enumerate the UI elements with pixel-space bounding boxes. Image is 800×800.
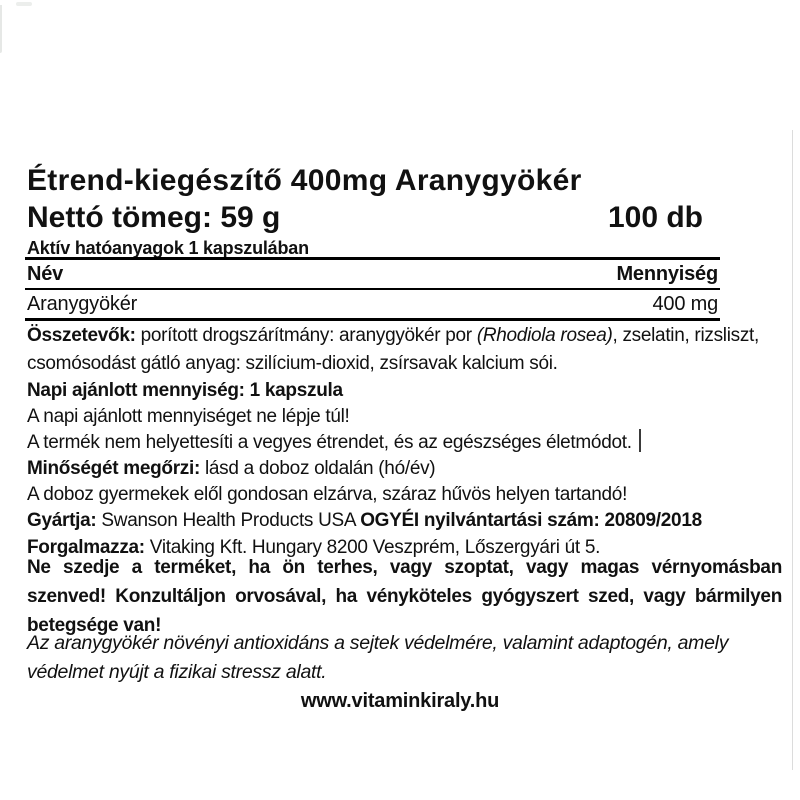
scan-smudge-top — [16, 2, 32, 6]
manufacturer-line — [27, 507, 782, 535]
text-cursor-mark — [639, 429, 641, 452]
ingredients-text-post: , zselatin, rizsliszt, csomósodást gátló anyag: szilícium-dioxid, zsírsavak kalcium sói. — [27, 325, 759, 374]
net-weight: Nettó tömeg: 59 g — [27, 201, 281, 234]
scan-edge-line — [792, 130, 793, 770]
ingredients-text-pre: porított drogszárítmány: aranygyökér por — [135, 325, 477, 346]
ingredients-label: Összetevők: — [27, 325, 136, 346]
product-title: Étrend-kiegészítő 400mg Aranygyökér — [27, 164, 582, 197]
ingredients-latin-name: (Rhodiola rosea) — [476, 325, 613, 346]
website-url: www.vitaminkiraly.hu — [300, 690, 500, 712]
storage-text: lásd a doboz oldalán (hó/év) — [200, 458, 436, 479]
ingredients-paragraph — [27, 322, 782, 378]
scan-smudge-left — [0, 5, 2, 53]
dosage-warning-2-text: A termék nem helyettesíti a vegyes étrendet, és az egészséges életmódot. — [27, 432, 632, 453]
net-weight-row — [27, 200, 703, 236]
column-header-quantity: Mennyiség — [616, 263, 718, 285]
registration-number: OGYÉI nyilvántartási szám: 20809/2018 — [360, 510, 702, 531]
column-header-name: Név — [27, 263, 64, 285]
ingredient-name: Aranygyökér — [27, 293, 138, 315]
ingredient-quantity: 400 mg — [652, 293, 718, 315]
manufacturer-label: Gyártja: — [27, 510, 97, 531]
storage-label: Minőségét megőrzi: — [27, 458, 201, 479]
keep-away-line: A doboz gyermekek elől gondosan elzárva, száraz hűvös helyen tartandó! — [27, 484, 628, 505]
manufacturer-text: Swanson Health Products USA — [96, 510, 361, 531]
product-description: Az aranygyökér növényi antioxidáns a sejtek védelmére, valamint adaptogén, amely védelmet nyújt a fizikai stressz alatt. — [27, 632, 729, 683]
active-ingredients-heading: Aktív hatóanyagok 1 kapszulában — [27, 238, 309, 258]
table-header-row — [25, 260, 720, 290]
dosage-heading: Napi ajánlott mennyiség: 1 kapszula — [27, 380, 343, 401]
health-warning-paragraph: Ne szedje a terméket, ha ön terhes, vagy szoptat, vagy magas vérnyomásban szenved! Konzultáljon orvosával, ha vényköteles gyógyszert szed, vagy bármilyen betegsége van! — [27, 557, 782, 636]
distributor-label: Forgalmazza: — [27, 537, 145, 558]
dosage-warning-2 — [27, 429, 782, 457]
ingredient-table — [25, 257, 720, 321]
dosage-warning-1: A napi ajánlott mennyiséget ne lépje túl! — [27, 406, 350, 427]
storage-line — [27, 455, 782, 483]
table-row — [25, 290, 720, 321]
capsule-count: 100 db — [607, 201, 703, 234]
distributor-text: Vitaking Kft. Hungary 8200 Veszprém, Lőszergyári út 5. — [144, 537, 601, 558]
